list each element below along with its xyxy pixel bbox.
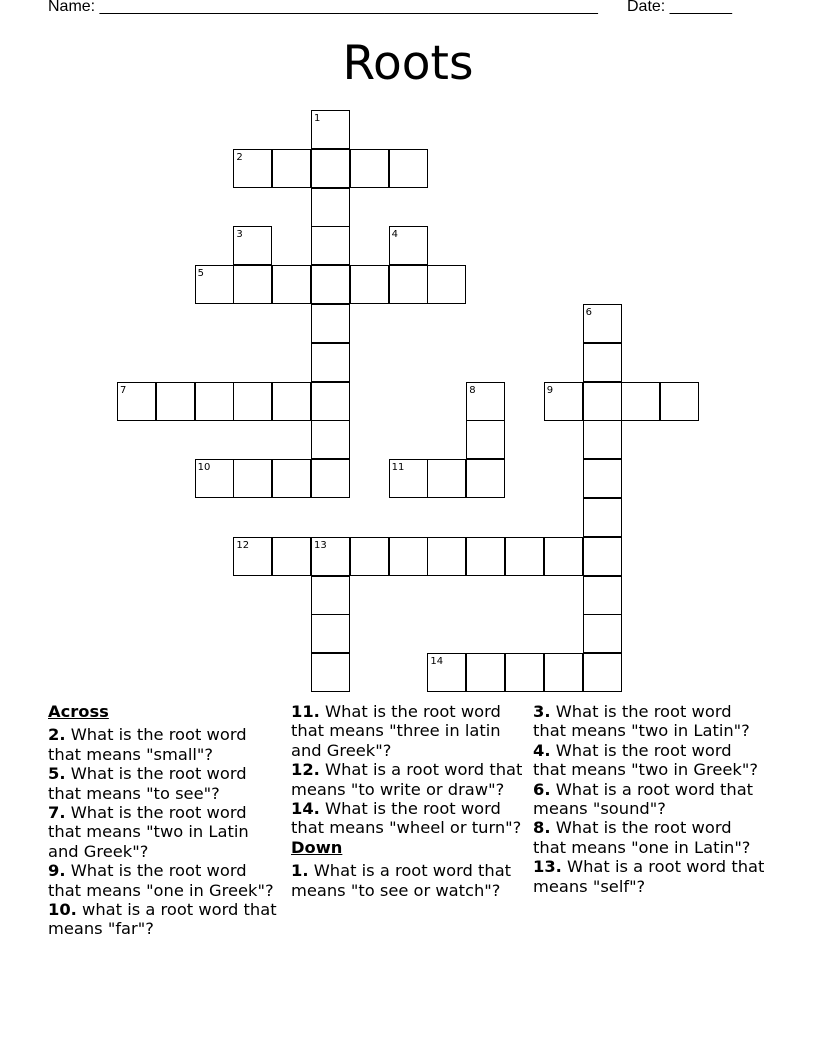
grid-cell[interactable] — [583, 653, 622, 692]
grid-cell[interactable] — [311, 382, 350, 421]
grid-cell[interactable] — [311, 149, 350, 188]
clue-item-text: what is a root word that means "far"? — [48, 900, 277, 939]
date-field-label: Date: _______ — [627, 0, 732, 15]
grid-cell[interactable] — [233, 265, 272, 304]
grid-cell[interactable] — [272, 265, 311, 304]
grid-cell[interactable] — [583, 537, 622, 576]
grid-cell[interactable] — [583, 614, 622, 653]
clue-number: 3 — [236, 229, 243, 241]
grid-cell[interactable] — [583, 343, 622, 382]
clue-item-text: What is a root word that means "to see or watch"? — [291, 861, 512, 900]
clue-item — [48, 764, 278, 803]
clue-item — [533, 780, 769, 819]
clue-item-text: What is a root word that means "sound"? — [533, 779, 754, 819]
grid-cell[interactable] — [311, 576, 350, 615]
grid-cell[interactable] — [583, 576, 622, 615]
across-heading: Across — [48, 702, 109, 721]
grid-cell[interactable] — [272, 537, 311, 576]
grid-cell[interactable] — [505, 537, 544, 576]
clue-item-text: What is the root word that means "three in latin and Greek"? — [291, 702, 501, 760]
clue-item-text: What is a root word that means "self"? — [533, 857, 765, 896]
grid-cell[interactable] — [311, 653, 350, 692]
clue-item — [48, 861, 278, 900]
grid-cell[interactable] — [156, 382, 195, 421]
grid-cell[interactable] — [389, 537, 428, 576]
grid-cell[interactable] — [311, 188, 350, 227]
clue-item — [533, 857, 769, 896]
clue-column-1 — [48, 702, 278, 939]
clue-number: 10 — [197, 462, 211, 474]
grid-cell[interactable] — [311, 226, 350, 265]
grid-cell[interactable] — [195, 382, 234, 421]
clue-item — [48, 900, 278, 939]
grid-cell[interactable] — [466, 420, 505, 459]
grid-cell[interactable] — [311, 343, 350, 382]
grid-cell[interactable] — [350, 149, 389, 188]
grid-cell[interactable] — [427, 459, 466, 498]
clue-item — [533, 702, 769, 741]
grid-cell[interactable] — [389, 149, 428, 188]
grid-cell[interactable] — [233, 382, 272, 421]
clue-item-number: 7. — [48, 803, 66, 823]
page-title: Roots — [342, 36, 474, 91]
clue-item-number: 2. — [48, 725, 66, 745]
grid-cell[interactable] — [583, 420, 622, 459]
grid-cell[interactable] — [272, 149, 311, 188]
grid-cell[interactable] — [427, 537, 466, 576]
name-field-label: Name: ________________________________________________________ — [48, 0, 598, 15]
clue-number: 7 — [120, 384, 127, 396]
grid-cell[interactable] — [233, 459, 272, 498]
clue-item-number: 6. — [533, 779, 551, 799]
clue-item-number: 4. — [533, 740, 551, 760]
clue-number: 11 — [391, 462, 405, 474]
clue-item — [291, 799, 527, 838]
clue-item — [48, 725, 278, 764]
clue-item-text: What is the root word that means "one in Greek"? — [48, 861, 274, 900]
clue-item-text: What is a root word that means "to write or draw"? — [291, 760, 523, 799]
grid-cell[interactable] — [660, 382, 699, 421]
grid-cell[interactable] — [311, 304, 350, 343]
clue-item — [291, 702, 527, 760]
clue-column-2 — [291, 702, 527, 900]
grid-cell[interactable] — [350, 265, 389, 304]
grid-cell[interactable] — [544, 537, 583, 576]
down-heading: Down — [291, 837, 343, 857]
clue-number: 12 — [236, 539, 250, 551]
grid-cell[interactable] — [272, 382, 311, 421]
clue-item — [533, 818, 769, 857]
clue-item-text: What is the root word that means "to see"? — [48, 764, 247, 803]
clue-item-number: 14. — [291, 799, 320, 819]
clue-item-text: What is the root word that means "wheel or turn"? — [291, 799, 522, 838]
clue-item-text: What is the root word that means "two in Latin and Greek"? — [48, 803, 249, 861]
grid-cell[interactable] — [466, 653, 505, 692]
grid-cell[interactable] — [466, 537, 505, 576]
clue-item-number: 10. — [48, 900, 77, 920]
clue-item-text: What is the root word that means "two in Greek"? — [533, 740, 758, 780]
clue-number: 6 — [585, 307, 592, 318]
clue-item-number: 5. — [48, 764, 66, 784]
clue-item — [48, 803, 278, 861]
grid-cell[interactable] — [583, 498, 622, 537]
clue-number: 8 — [469, 384, 476, 396]
grid-cell[interactable] — [311, 614, 350, 653]
clue-item-text: What is the root word that means "one in Latin"? — [533, 818, 751, 857]
grid-cell[interactable] — [311, 459, 350, 498]
grid-cell[interactable] — [272, 459, 311, 498]
grid-cell[interactable] — [350, 537, 389, 576]
grid-cell[interactable] — [311, 420, 350, 459]
grid-cell[interactable] — [389, 265, 428, 304]
clue-number: 5 — [197, 268, 204, 280]
clue-number: 13 — [314, 539, 327, 551]
clue-item — [291, 861, 527, 900]
clue-number: 9 — [546, 384, 554, 396]
clue-item-number: 3. — [533, 702, 551, 721]
clue-column-3 — [533, 702, 769, 896]
clue-item-number: 13. — [533, 857, 562, 877]
grid-cell[interactable] — [583, 459, 622, 498]
clue-item-text: What is the root word that means "small"? — [48, 725, 247, 764]
clue-item-number: 11. — [291, 702, 320, 721]
grid-cell[interactable] — [466, 459, 505, 498]
clue-item-number: 8. — [533, 818, 551, 838]
grid-cell[interactable] — [427, 265, 466, 304]
clue-item — [291, 760, 527, 799]
clue-number: 1 — [314, 113, 321, 124]
grid-cell[interactable] — [311, 265, 350, 304]
clue-item-number: 9. — [48, 861, 66, 881]
clue-item-number: 1. — [291, 861, 309, 881]
clue-item-text: What is the root word that means "two in Latin"? — [533, 702, 750, 741]
grid-cell[interactable] — [544, 653, 583, 692]
grid-cell[interactable] — [583, 382, 622, 421]
clue-item — [533, 741, 769, 780]
clue-number: 14 — [430, 656, 444, 668]
clue-item-number: 12. — [291, 760, 320, 780]
grid-cell[interactable] — [505, 653, 544, 692]
clue-number: 4 — [391, 229, 398, 241]
clue-number: 2 — [236, 151, 243, 163]
grid-cell[interactable] — [621, 382, 660, 421]
